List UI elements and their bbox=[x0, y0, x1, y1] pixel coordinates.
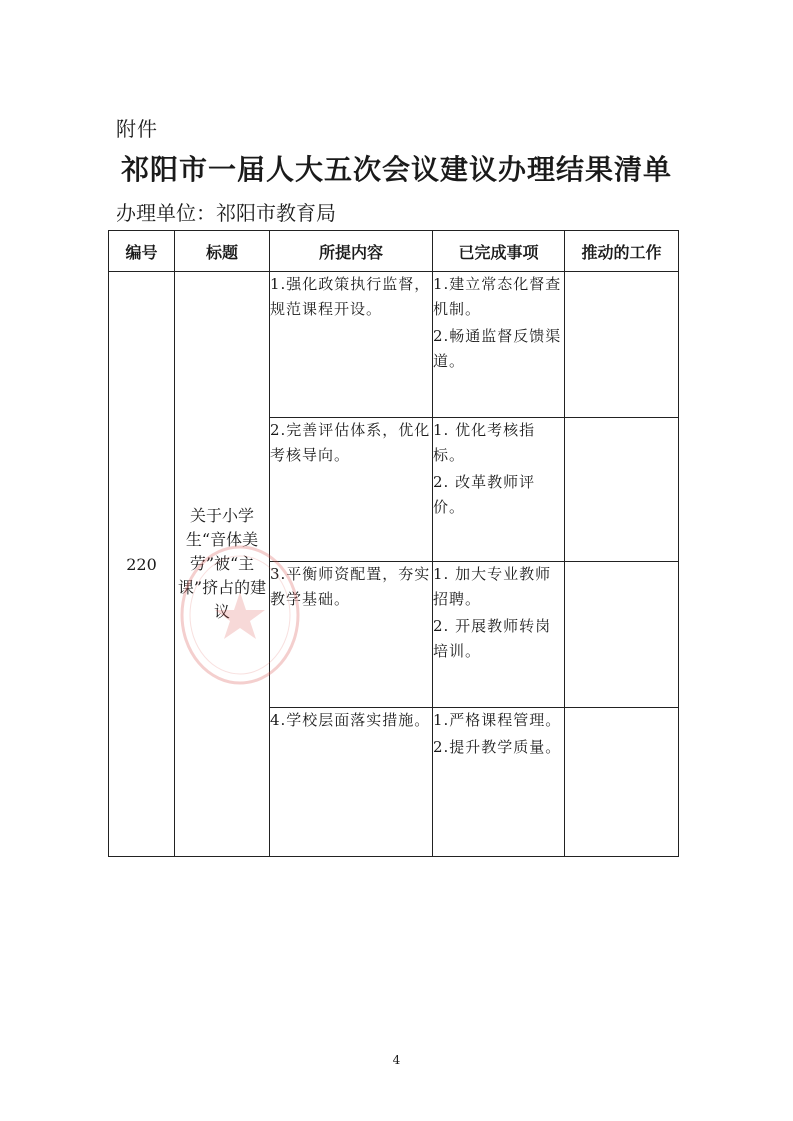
completed-item: 2. 开展教师转岗培训。 bbox=[433, 617, 552, 660]
content-cell: 1.强化政策执行监督，规范课程开设。 bbox=[270, 272, 433, 418]
completed-item: 1.严格课程管理。 bbox=[433, 711, 562, 729]
completed-item: 2.提升教学质量。 bbox=[433, 738, 562, 756]
suggestion-number: 220 bbox=[109, 272, 175, 857]
completed-item: 1.建立常态化督查机制。 bbox=[433, 275, 562, 318]
completed-item: 2.畅通监督反馈渠道。 bbox=[433, 327, 562, 370]
content-cell: 2.完善评估体系，优化考核导向。 bbox=[270, 418, 433, 562]
content-cell: 4.学校层面落实措施。 bbox=[270, 708, 433, 857]
promoted-work-cell bbox=[565, 562, 679, 708]
completed-item: 1. 加大专业教师招聘。 bbox=[433, 565, 552, 608]
suggestion-subject: 关于小学生“音体美劳”被“主课”挤占的建议 bbox=[175, 272, 270, 857]
handling-unit: 办理单位：祁阳市教育局 bbox=[116, 201, 336, 225]
table-header-row bbox=[109, 231, 679, 272]
document-title: 祁阳市一届人大五次会议建议办理结果清单 bbox=[120, 153, 672, 186]
completed-item: 2. 改革教师评价。 bbox=[433, 473, 536, 516]
attachment-label: 附件 bbox=[116, 117, 158, 141]
content-cell: 3.平衡师资配置，夯实教学基础。 bbox=[270, 562, 433, 708]
promoted-work-cell bbox=[565, 272, 679, 418]
completed-cell bbox=[433, 562, 565, 708]
completed-cell bbox=[433, 418, 565, 562]
promoted-work-cell bbox=[565, 418, 679, 562]
promoted-work-cell bbox=[565, 708, 679, 857]
header-title: 标题 bbox=[175, 231, 270, 272]
completed-cell bbox=[433, 708, 565, 857]
page-number: 4 bbox=[392, 1053, 401, 1067]
header-content: 所提内容 bbox=[270, 231, 433, 272]
header-promoted-work: 推动的工作 bbox=[565, 231, 679, 272]
results-table bbox=[108, 230, 679, 857]
table-row bbox=[109, 272, 679, 418]
header-completed: 已完成事项 bbox=[433, 231, 565, 272]
completed-item: 1. 优化考核指标。 bbox=[433, 421, 536, 464]
completed-cell bbox=[433, 272, 565, 418]
header-number: 编号 bbox=[109, 231, 175, 272]
